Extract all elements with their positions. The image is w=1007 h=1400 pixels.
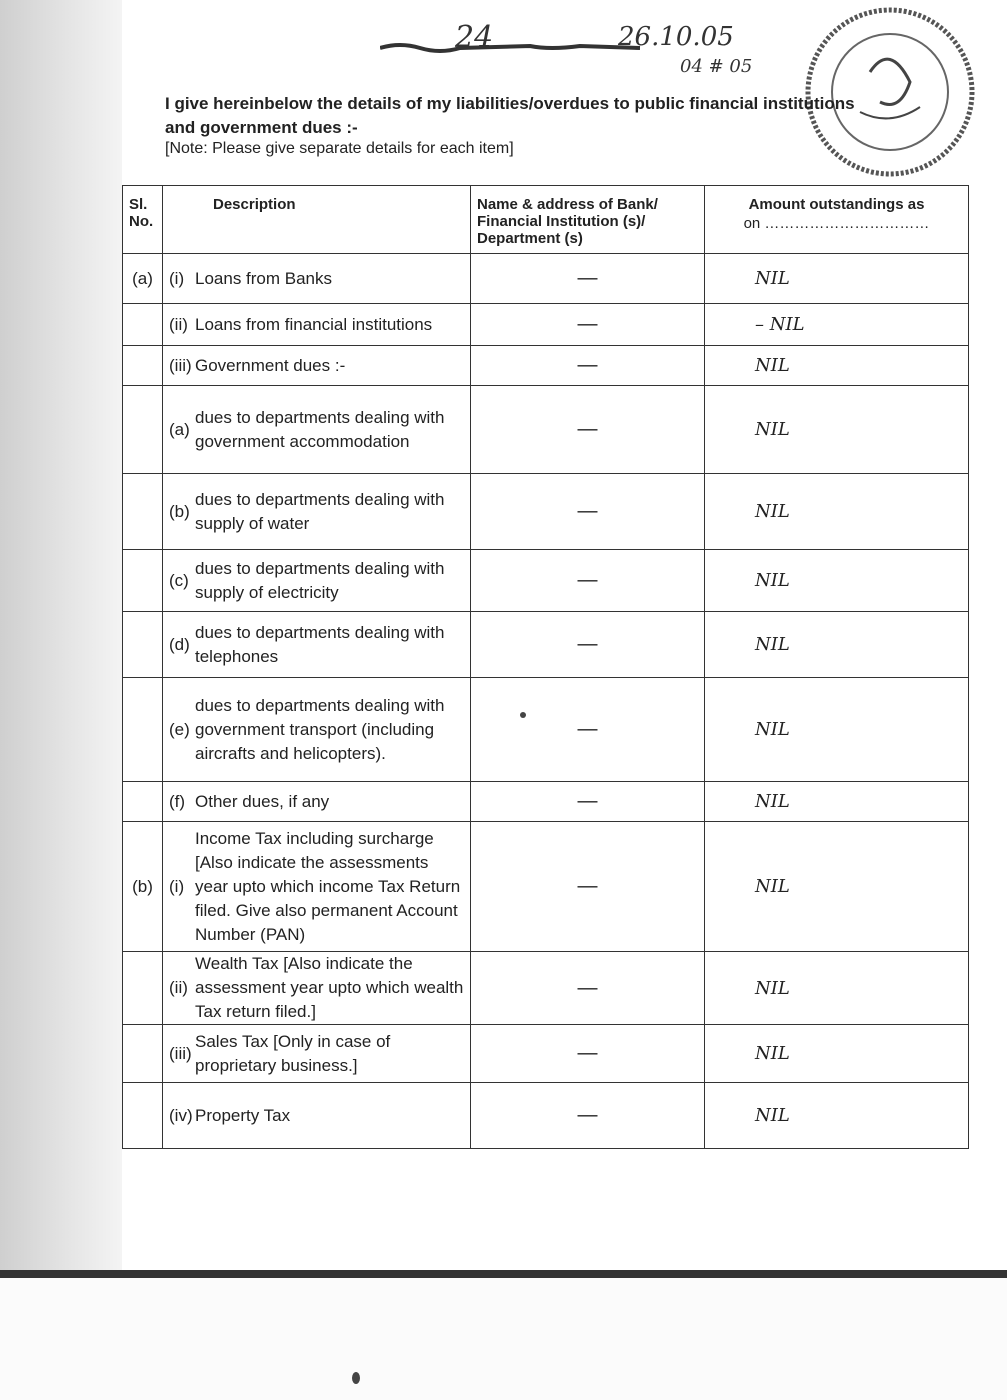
scan-left-shadow — [0, 0, 122, 1270]
row-sl — [123, 822, 163, 952]
row-description — [163, 254, 471, 304]
row-tag: (f) — [169, 791, 186, 811]
row-tag: (iii) — [169, 355, 192, 375]
row-description — [163, 550, 471, 612]
table-row — [123, 1083, 969, 1149]
row-amount: NIL — [705, 952, 969, 1025]
handwritten-scribble — [380, 40, 800, 54]
scan-bottom-area — [0, 1278, 1007, 1400]
row-amount: NIL — [705, 254, 969, 304]
row-sl — [123, 346, 163, 386]
table-row — [123, 304, 969, 346]
row-sl — [123, 386, 163, 474]
row-description — [163, 678, 471, 782]
row-description — [163, 1025, 471, 1083]
row-desc-text: Wealth Tax [Also indicate the assessment year upto which wealth Tax return filed.] — [195, 954, 464, 1021]
table-row — [123, 386, 969, 474]
table-body — [123, 254, 969, 1149]
row-description — [163, 612, 471, 678]
row-description — [163, 822, 471, 952]
row-desc-text: Property Tax — [195, 1105, 291, 1125]
row-bank: — — [471, 1083, 705, 1149]
row-sl — [123, 952, 163, 1025]
row-bank: — — [471, 386, 705, 474]
row-sl-text: (b) — [132, 876, 153, 896]
row-tag: (iii) — [169, 1043, 192, 1063]
header-amount-on: on …………………………… — [743, 215, 930, 232]
row-description — [163, 346, 471, 386]
table-row — [123, 550, 969, 612]
row-desc-text: Government dues :- — [195, 355, 346, 375]
row-desc-text: dues to departments dealing with supply of electricity — [195, 558, 445, 602]
scan-speck — [352, 1372, 360, 1384]
table-row — [123, 1025, 969, 1083]
header-sl: Sl. No. — [123, 186, 163, 254]
row-bank: — — [471, 612, 705, 678]
table-row — [123, 952, 969, 1025]
table-row — [123, 474, 969, 550]
row-amount: NIL — [705, 1083, 969, 1149]
row-desc-text: Other dues, if any — [195, 791, 330, 811]
row-sl — [123, 550, 163, 612]
handwritten-date-small: 04 # 05 — [680, 56, 753, 77]
row-bank: — — [471, 782, 705, 822]
row-bank: — — [471, 254, 705, 304]
row-desc-text: Loans from financial institutions — [195, 314, 433, 334]
table-header-row — [123, 186, 969, 254]
table-row — [123, 822, 969, 952]
row-tag: (e) — [169, 719, 190, 739]
row-tag: (ii) — [169, 978, 188, 997]
row-description — [163, 782, 471, 822]
row-amount: NIL — [705, 386, 969, 474]
row-sl — [123, 1083, 163, 1149]
row-bank: — — [471, 952, 705, 1025]
row-amount: – NIL — [705, 304, 969, 346]
header-amount-label: Amount outstandings as — [748, 196, 925, 213]
row-sl — [123, 678, 163, 782]
scan-speck — [520, 712, 526, 718]
heading-line-1: I give hereinbelow the details of my liabilities/overdues to public financial institutions — [165, 94, 855, 113]
row-sl — [123, 1025, 163, 1083]
row-tag: (d) — [169, 634, 190, 654]
row-description — [163, 1083, 471, 1149]
row-desc-text: Sales Tax [Only in case of proprietary business.] — [195, 1031, 391, 1075]
row-tag: (i) — [169, 876, 185, 896]
row-amount: NIL — [705, 474, 969, 550]
row-sl — [123, 474, 163, 550]
handwritten-date: 26.10.05 — [618, 22, 734, 52]
row-desc-text: Income Tax including surcharge [Also indicate the assessments year upto which income Tax Return filed. Give also permanent Account Number (PAN) — [195, 828, 461, 944]
row-bank: — — [471, 304, 705, 346]
table-row — [123, 782, 969, 822]
row-desc-text: Loans from Banks — [195, 268, 333, 288]
row-amount: NIL — [705, 1025, 969, 1083]
row-description — [163, 474, 471, 550]
table-row — [123, 346, 969, 386]
row-bank: — — [471, 678, 705, 782]
table-row — [123, 612, 969, 678]
header-bank: Name & address of Bank/ Financial Institution (s)/ Department (s) — [471, 186, 705, 254]
row-sl — [123, 782, 163, 822]
row-bank: — — [471, 822, 705, 952]
row-description — [163, 304, 471, 346]
row-sl — [123, 304, 163, 346]
row-desc-text: dues to departments dealing with government accommodation — [195, 407, 445, 451]
row-description — [163, 952, 471, 1025]
row-tag: (i) — [169, 268, 185, 288]
liabilities-table — [122, 185, 969, 1149]
row-amount: NIL — [705, 822, 969, 952]
heading-line-2: and government dues :- — [165, 118, 358, 137]
row-sl — [123, 254, 163, 304]
header-amount — [705, 186, 969, 254]
row-sl-text: (a) — [132, 268, 153, 288]
row-bank: — — [471, 550, 705, 612]
row-tag: (ii) — [169, 314, 188, 334]
row-amount: NIL — [705, 678, 969, 782]
table-row — [123, 254, 969, 304]
row-sl — [123, 612, 163, 678]
row-amount: NIL — [705, 550, 969, 612]
row-desc-text: dues to departments dealing with supply of water — [195, 489, 445, 533]
section-heading — [165, 92, 965, 140]
handwritten-page-number: 24 — [455, 20, 494, 55]
row-tag: (c) — [169, 570, 189, 590]
row-bank: — — [471, 346, 705, 386]
row-tag: (iv) — [169, 1105, 193, 1125]
row-bank: — — [471, 474, 705, 550]
row-tag: (a) — [169, 419, 190, 439]
row-bank: — — [471, 1025, 705, 1083]
row-amount: NIL — [705, 612, 969, 678]
row-desc-text: dues to departments dealing with telephones — [195, 622, 445, 666]
row-amount: NIL — [705, 346, 969, 386]
row-amount: NIL — [705, 782, 969, 822]
header-description: Description — [163, 186, 471, 254]
scan-edge-line — [0, 1270, 1007, 1278]
row-desc-text: dues to departments dealing with government transport (including aircrafts and helicopters). — [195, 695, 445, 763]
row-description — [163, 386, 471, 474]
row-tag: (b) — [169, 501, 190, 521]
heading-note: [Note: Please give separate details for each item] — [165, 140, 514, 157]
table-row — [123, 678, 969, 782]
